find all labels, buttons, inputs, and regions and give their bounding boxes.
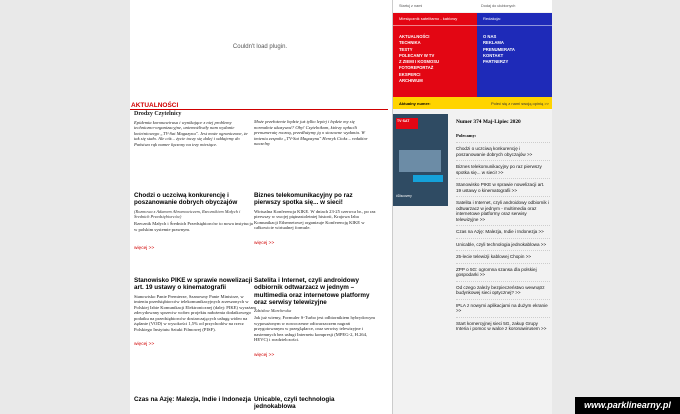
read-more-link[interactable]: więcej >> xyxy=(134,342,155,348)
top-links xyxy=(393,0,552,12)
article-title[interactable]: Czas na Azję: Malezja, Indie i Indonezja xyxy=(134,396,251,403)
read-more-link[interactable]: więcej >> xyxy=(134,246,155,252)
main-menu-header: Miesięcznik satelitarno - kablowy xyxy=(393,13,477,26)
menu-item-eksperci[interactable]: EKSPERCI xyxy=(399,71,421,77)
contents-item[interactable]: Stanowisko PIKE w sprawie nowelizacji art. 19 ustawy o kinematografii >> xyxy=(456,178,550,196)
plugin-message: Couldn't load plugin. xyxy=(232,44,288,50)
article-body: Wirtualna Konferencja KIKE. W dniach 23-25 czerwca br., po raz pierwszy w swojej piętnastoletniej historii, Krajowa Izba Komunikacji Ethernetowej organizuje Konferencję KIKE w całkowicie wirtualnej formule. xyxy=(254,208,376,231)
contents-item[interactable]: Od czego zależy bezpieczeństwo wewnątrz budynkowej sieci optycznej? >> xyxy=(456,281,550,299)
menu-item-partnerzy[interactable]: PARTNERZY xyxy=(483,59,509,65)
letter-right-text: Może przełożenie będzie już tylko lepiej i będzie my się normalnie ukazywać? Oby! Czytelnikom, którzy opłacili prenumeratę roczną, przedłużymy ją o stosowne wydania. W imieniu zespołu „TV-Sat Magazynu" Henryk Cioks – redaktor naczelny xyxy=(254,119,368,147)
opinion-link[interactable]: Poleć się z nami swoją opinią >> xyxy=(490,101,549,106)
contents-item[interactable]: Chodzi o uczciwą konkurencję i poszanowanie dobrych obyczajów >> xyxy=(456,142,550,160)
menu-item-z-ziemi[interactable]: Z ZIEMI I KOSMOSU xyxy=(399,59,440,65)
cover-logo: TV·SAT xyxy=(396,118,418,129)
article-card xyxy=(254,277,376,361)
read-more-link[interactable]: więcej >> xyxy=(254,352,275,358)
article-body: Jak już wiemy, Formuler S-Turbo jest odbiornikiem hybrydowym wyposażonym w nowoczesne odtwarzaczem nagrań przygotowanym w przeglądarce, oraz serwisy telewizyjne i nastemnych bez usługi Internetu kompresji (MPEG-2, H.264, HEVC) i rozdzielczości. xyxy=(254,315,376,343)
article-card xyxy=(254,396,376,411)
article-byline: Zdzisław Marchewka xyxy=(254,308,292,314)
article-card xyxy=(134,277,256,350)
issue-title: Numer 374 Maj-Lipiec 2020 xyxy=(456,119,521,125)
cover-badge xyxy=(413,175,443,182)
menu-item-o-nas[interactable]: O NAS xyxy=(483,34,497,39)
menu-item-reklama[interactable]: REKLAMA xyxy=(483,40,504,46)
article-title[interactable]: Stanowisko PIKE w sprawie nowelizacji art. 19 ustawy o kinematografii xyxy=(134,277,253,292)
article-card xyxy=(134,396,256,403)
menu-item-aktualnosci[interactable]: AKTUALNOŚCI xyxy=(399,34,430,39)
start-link[interactable]: Startuj z nami xyxy=(399,4,423,8)
contents-item[interactable]: Biznes telekomunikacyjny po raz pierwszy spotka się... w sieci! >> xyxy=(456,160,550,178)
sidebar xyxy=(392,0,552,414)
contents-item[interactable]: Satelita i Internet, czyli androidowy odbiornik i odtwarzacz w jednym - multimedia oraz internetowe platformy oraz serwisy telewizyjne >> xyxy=(456,196,550,225)
favorites-link[interactable]: Dodaj do ulubionych xyxy=(481,4,516,8)
menu-item-prenumerata[interactable]: PRENUMERATA xyxy=(483,46,515,52)
contents-item[interactable]: IPLA z nowymi aplikacjami na dużym ekranie >> xyxy=(456,299,550,317)
contents-label: Polecamy: xyxy=(456,133,477,138)
article-byline: (Rozmowa z Adamem Abramowiczem, Rzecznikiem Małych i Średnich Przedsiębiorców) xyxy=(134,208,241,219)
article-card xyxy=(134,192,256,254)
editorial-menu xyxy=(483,34,552,65)
magazine-cover-image[interactable] xyxy=(393,114,448,206)
contents-item[interactable]: Unicable, czyli technologia jednokablowa >> xyxy=(456,238,550,251)
editorial-menu-header: Redakcja: xyxy=(477,13,552,26)
article-title[interactable]: Biznes telekomunikacyjny po raz pierwszy spotka się... w sieci! xyxy=(254,192,353,207)
main-menu-panel xyxy=(393,13,477,97)
letter-heading: Drodzy Czytelnicy xyxy=(134,111,182,117)
section-title: AKTUALNOŚCI xyxy=(131,102,179,109)
article-body: Stanowisko Panie Premierze, Szanowny Panie Ministrze, w imieniu przedsiębiorców telekomunikacyjnych zrzeszonych w Polskiej Izbie Komunikacji Elektronicznej (dalej: PIKE) wyrażam zdecydowany sprzeciw wobec projektu nałożenia dodatkowego podatku na przedsiębiorców dostarczających usługę wideo na żądanie (VOD) w wysokości 1,5% od przychodów na rzecz Polskiego Instytutu Sztuki Filmowej (PISF). xyxy=(134,293,256,332)
contents-item[interactable]: 25-lecie telewizji kablowej Chopin >> xyxy=(456,250,550,263)
article-title[interactable]: Satelita i Internet, czyli androidowy odbiornik odtwarzacz w jednym – multimedia oraz internetowe platformy oraz serwisy telewizyjne xyxy=(254,277,370,306)
read-more-link[interactable]: więcej >> xyxy=(254,240,275,246)
cover-photo xyxy=(399,150,441,172)
contents-item[interactable]: Czas na Azję: Malezja, Indie i Indonezja >> xyxy=(456,225,550,238)
editorial-letter xyxy=(130,112,390,174)
menu-item-fotoreportaz[interactable]: FOTOREPORTAŻ xyxy=(399,65,434,71)
article-card xyxy=(254,192,376,249)
menu-item-technika[interactable]: TECHNIKA xyxy=(399,40,421,46)
editorial-menu-panel xyxy=(477,13,552,97)
article-title[interactable]: Chodzi o uczciwą konkurencję i poszanowanie dobrych obyczajów xyxy=(134,192,238,207)
letter-right xyxy=(254,119,374,147)
menu-item-polecamy[interactable]: POLECAMY W TV xyxy=(399,52,435,58)
current-issue-bar xyxy=(393,97,552,109)
main-menu xyxy=(399,34,477,84)
menu-item-archiwum[interactable]: ARCHIWUM xyxy=(399,78,423,84)
menu-item-kontakt[interactable]: KONTAKT xyxy=(483,52,504,58)
plugin-placeholder xyxy=(130,0,390,96)
contents-item[interactable]: Start komercyjnej sieci 5G, zakup Grupy Interia i pomoc w walce z koronawirusem >> xyxy=(456,317,550,335)
letter-left xyxy=(134,112,248,148)
cover-tag: #Discovery xyxy=(396,194,412,198)
issue-contents-list xyxy=(456,142,550,414)
section-divider xyxy=(130,109,388,110)
letter-left-text: Epidemia koronawirusa i wynikające z niej problemy techniczno-organizacyjne, uniemożliwiły nam wydanie kwietniowego „TV-Sat Magazynu". Jest może ograniczone, że tak się stało. Ale cóż... życie toczy się dalej i oddajemy do Państwa rąk numer łączony na trzy miesiące. xyxy=(134,119,248,147)
article-title[interactable]: Unicable, czyli technologia jednokablowa xyxy=(254,396,335,411)
menu-item-testy[interactable]: TESTY xyxy=(399,46,413,52)
site-watermark: www.parklinearny.pl xyxy=(575,397,680,414)
current-issue-label: Aktualny numer: xyxy=(399,101,431,106)
article-body: Rzecznik Małych i Średnich Przedsiębiorców to nowa instytucja w polskim systemie prawnym. xyxy=(134,221,253,232)
contents-item[interactable]: ZPP o 5G: ogromna szansa dla polskiej gospodarki >> xyxy=(456,263,550,281)
